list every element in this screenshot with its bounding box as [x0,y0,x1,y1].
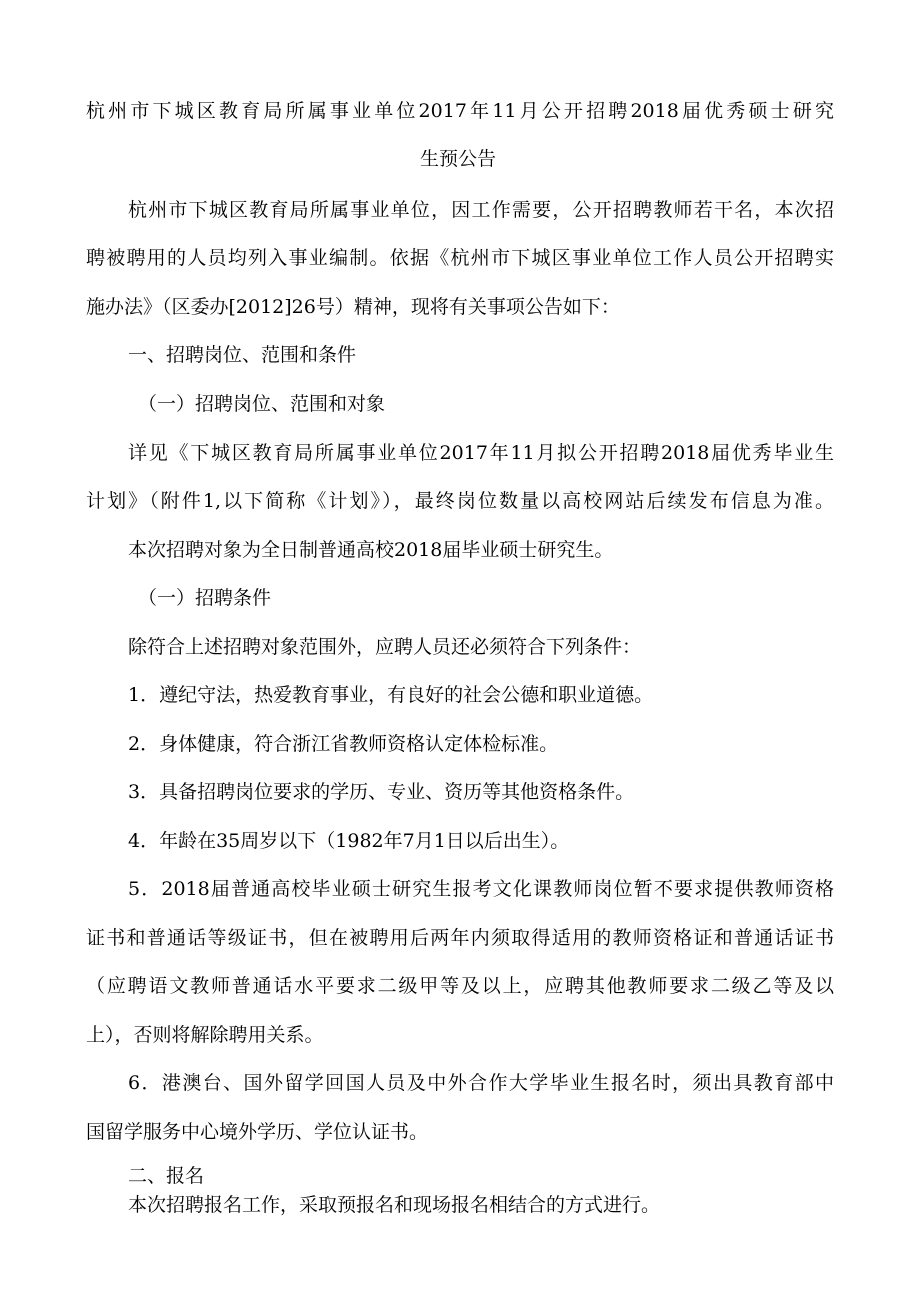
condition-item-5-line-4: 上），否则将解除聘用关系。 [86,1024,324,1046]
condition-item-3: 3．具备招聘岗位要求的学历、专业、资历等其他资格条件。 [128,781,635,803]
section-2-heading: 二、报名 [128,1165,205,1187]
condition-item-1: 1．遵纪守法，热爱教育事业，有良好的社会公德和职业道德。 [128,684,654,706]
condition-item-5-line-2: 证书和普通话等级证书，但在被聘用后两年内须取得适用的教师资格证和普通话证书 [86,927,834,949]
subsection-2-intro: 除符合上述招聘对象范围外，应聘人员还必须符合下列条件： [128,636,642,658]
condition-item-6-line-1: 6．港澳台、国外留学回国人员及中外合作大学毕业生报名时，须出具教育部中 [128,1072,834,1094]
condition-item-6-line-2: 国留学服务中心境外学历、学位认证书。 [86,1121,429,1143]
condition-item-2: 2．身体健康，符合浙江省教师资格认定体检标准。 [128,733,559,755]
section-2-para-1: 本次招聘报名工作，采取预报名和现场报名相结合的方式进行。 [128,1194,661,1216]
condition-item-5-line-1: 5．2018届普通高校毕业硕士研究生报考文化课教师岗位暂不要求提供教师资格 [128,878,834,900]
condition-item-5-line-3: （应聘语文教师普通话水平要求二级甲等及以上，应聘其他教师要求二级乙等及以 [86,975,834,997]
intro-line-2: 聘被聘用的人员均列入事业编制。依据《杭州市下城区事业单位工作人员公开招聘实 [86,247,834,269]
subsection-1-para-1-line-2: 计划》（附件1,以下简称《计划》），最终岗位数量以高校网站后续发布信息为准。 [86,490,834,512]
title-line-1: 杭州市下城区教育局所属事业单位2017年11月公开招聘2018届优秀硕士研究 [86,100,834,122]
condition-item-4: 4．年龄在35周岁以下（1982年7月1日以后出生）。 [128,830,570,852]
subsection-2-heading: （一）招聘条件 [138,587,272,609]
title-line-2: 生预公告 [420,148,497,170]
intro-line-1: 杭州市下城区教育局所属事业单位，因工作需要，公开招聘教师若干名，本次招 [128,199,834,221]
subsection-1-heading: （一）招聘岗位、范围和对象 [138,393,386,415]
intro-line-3: 施办法》（区委办[2012]26号）精神，现将有关事项公告如下： [86,296,620,318]
section-1-heading: 一、招聘岗位、范围和条件 [128,344,357,366]
subsection-1-para-2: 本次招聘对象为全日制普通高校2018届毕业硕士研究生。 [128,539,614,561]
subsection-1-para-1-line-1: 详见《下城区教育局所属事业单位2017年11月拟公开招聘2018届优秀毕业生 [128,442,834,464]
